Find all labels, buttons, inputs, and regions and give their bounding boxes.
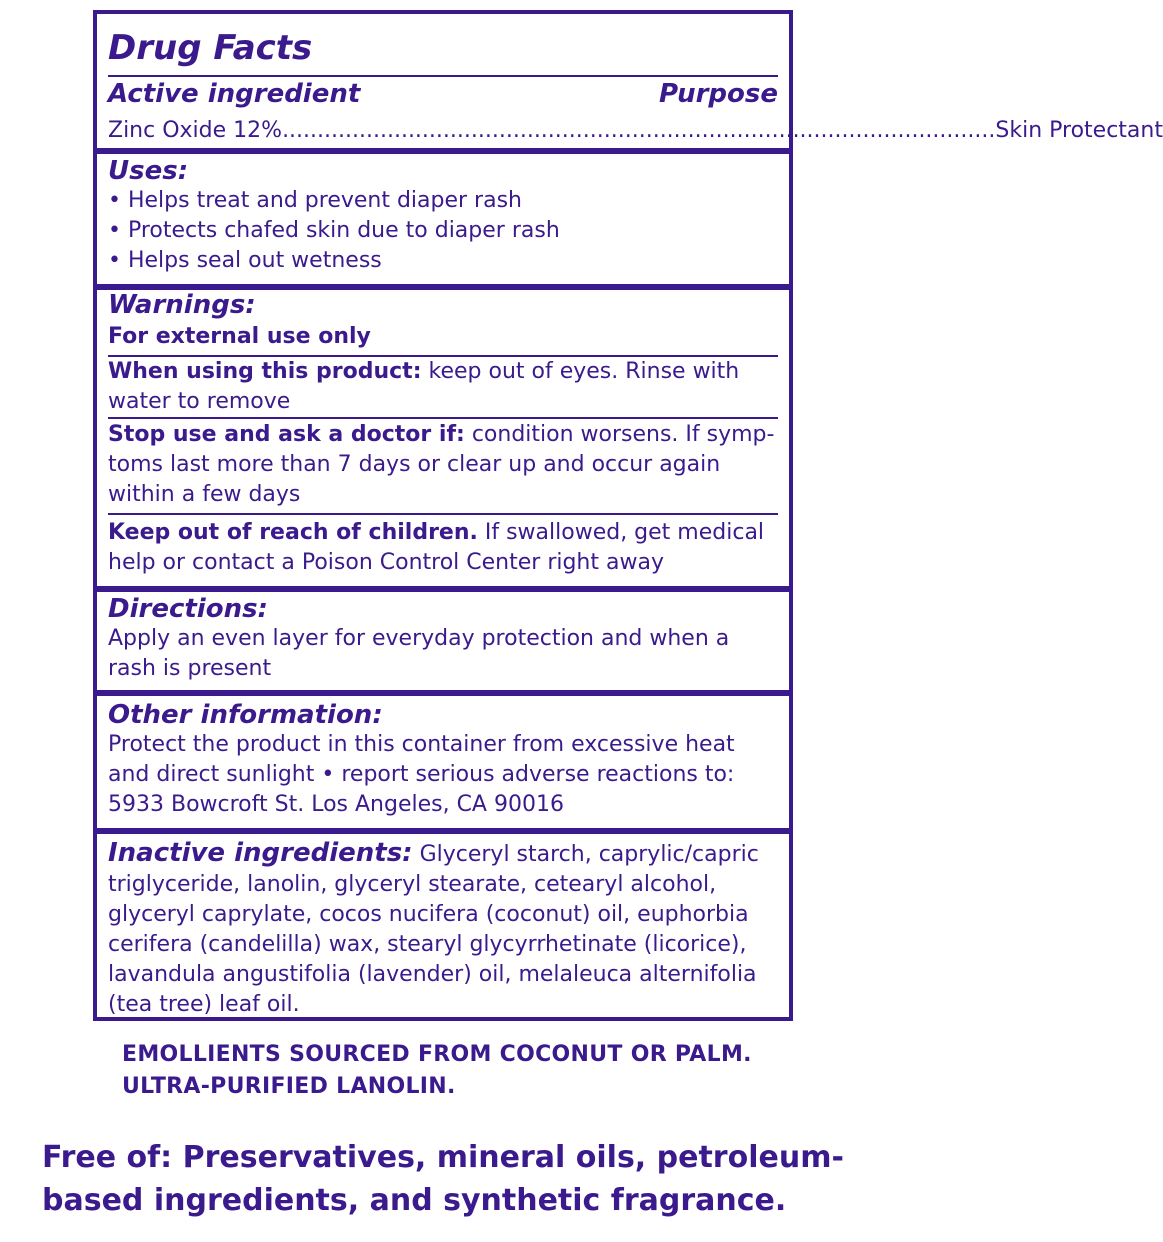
when-using-text: keep out of eyes. Rinse with water to remove [108,359,740,414]
uses-section [108,156,778,276]
keep-out-block [108,518,778,578]
purpose-heading: Purpose [658,79,778,109]
directions-section [108,594,778,684]
warnings-section [108,290,778,354]
inactive-ingredients-text: Glyceryl starch, caprylic/capric triglyceride, lanolin, glyceryl stearate, cetearyl alcohol, glyceryl caprylate, cocos nucifera (coconut) oil, euphorbia cerifera (candelilla) wax, stearyl glycyrrhetinate (licorice), lavandula angustifolia (lavender) oil, melaleuca alternifolia (tea tree) leaf oil. [108,842,759,1017]
keep-out-label: Keep out of reach of children. [108,520,478,545]
active-ingredient-row [108,116,1163,146]
warnings-divider-3 [108,513,778,515]
inactive-ingredients-heading: Inactive ingredients: [108,838,413,868]
section-divider-4 [97,690,789,696]
uses-item: • Protects chafed skin due to diaper rash [108,218,560,243]
other-information-text: Protect the product in this container from excessive heat and direct sunlight • report serious adverse reactions to: 5933 Bowcroft St. Los Angeles, CA 90016 [108,732,735,817]
uses-item: • Helps seal out wetness [108,248,382,273]
warnings-divider-2 [108,417,778,419]
uses-item: • Helps treat and prevent diaper rash [108,188,522,213]
warnings-heading: Warnings: [108,290,256,320]
directions-text: Apply an even layer for everyday protection and when a rash is present [108,626,730,681]
stop-use-label: Stop use and ask a doctor if: [108,422,465,447]
stop-use-text: condition worsens. If symp-toms last more than 7 days or clear up and occur again within a few days [108,422,775,507]
section-divider-5 [97,828,789,834]
active-ingredient-name: Zinc Oxide 12% [108,118,283,143]
drug-facts-panel [93,10,1163,1021]
title-divider [108,75,778,77]
emollients-note [122,1039,822,1103]
section-divider-1 [97,148,789,154]
active-ingredient-purpose: Skin Protectant [995,118,1163,143]
section-divider-3 [97,586,789,592]
keep-out-text: If swallowed, get medical help or contact a Poison Control Center right away [108,520,765,575]
inactive-ingredients-section [108,838,778,1020]
other-information-heading: Other information: [108,700,383,730]
active-heading-row [108,79,778,109]
free-of-statement: Free of: Preservatives, mineral oils, petroleum-based ingredients, and synthetic fragrance. [42,1140,844,1218]
active-ingredient-heading: Active ingredient [108,79,361,109]
stop-use-block [108,420,778,510]
when-using-label: When using this product: [108,359,422,384]
external-use-notice: For external use only [108,324,371,349]
lanolin-line: ULTRA-PURIFIED LANOLIN. [122,1074,456,1099]
emollients-line: EMOLLIENTS SOURCED FROM COCONUT OR PALM. [122,1042,752,1067]
other-information-section [108,700,778,820]
leader-dots: ...................................................................................................... [282,118,996,143]
uses-heading: Uses: [108,156,189,186]
when-using-block [108,357,778,417]
directions-heading: Directions: [108,594,268,624]
drug-facts-title: Drug Facts [108,28,313,68]
